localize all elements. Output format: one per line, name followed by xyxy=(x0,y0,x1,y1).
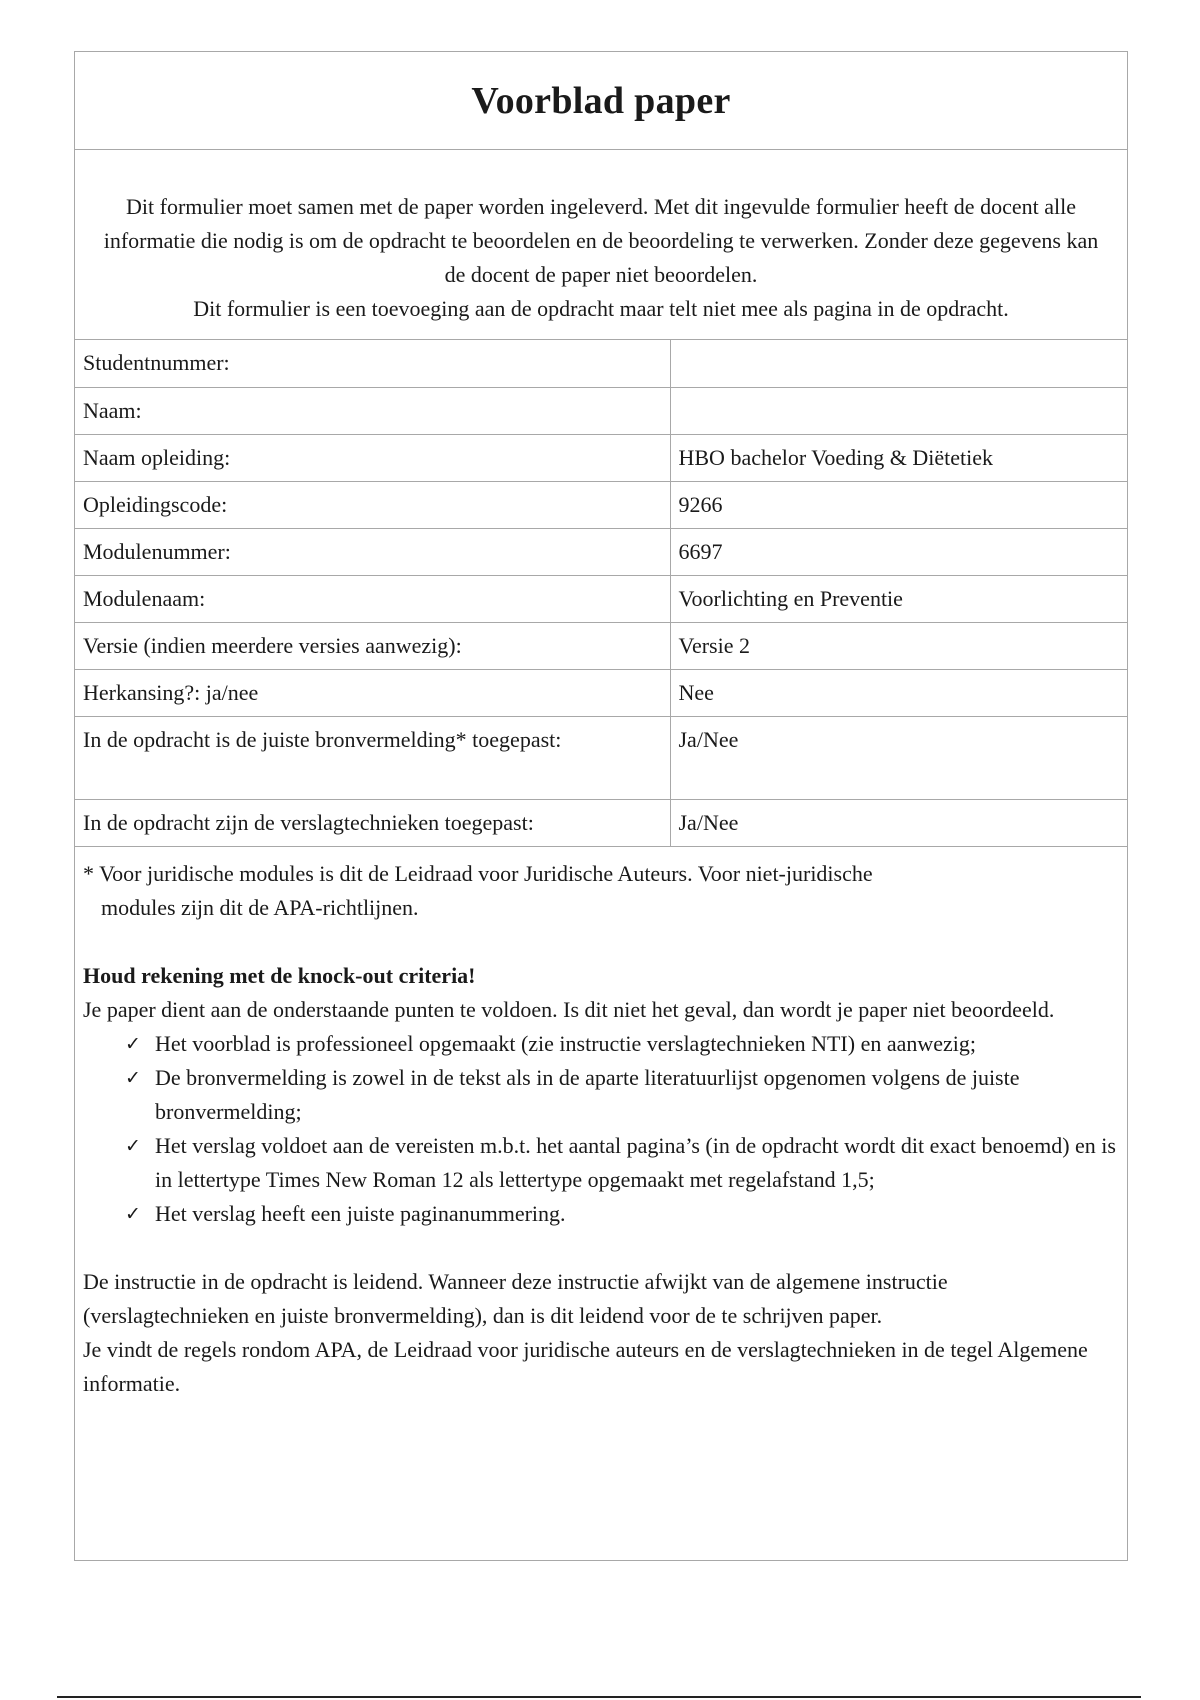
program-name-value: HBO bachelor Voeding & Diëtetiek xyxy=(678,444,993,470)
row-label-cell xyxy=(75,528,670,575)
table-row xyxy=(75,481,1127,528)
table-row xyxy=(75,575,1127,622)
list-item xyxy=(125,1027,1119,1061)
table-row xyxy=(75,434,1127,481)
row-label-cell xyxy=(75,481,670,528)
table-row xyxy=(75,387,1127,434)
notes-section xyxy=(75,847,1127,1401)
row-label: In de opdracht is de juiste bronvermelding* toegepast: xyxy=(83,726,562,752)
knockout-heading: Houd rekening met de knock-out criteria! xyxy=(83,962,476,988)
checkmark-icon: ✓ xyxy=(125,1202,141,1225)
knockout-criteria-list xyxy=(83,1027,1119,1231)
row-label: Modulenaam: xyxy=(83,585,206,611)
criterion-text: Het verslag heeft een juiste paginanummering. xyxy=(155,1200,566,1226)
row-value-cell xyxy=(670,481,1127,528)
criterion-text: Het voorblad is professioneel opgemaakt (zie instructie verslagtechnieken NTI) en aanwezig; xyxy=(155,1030,977,1056)
row-label-cell xyxy=(75,575,670,622)
closing-paragraph xyxy=(83,1265,1119,1401)
report-techniques-field[interactable]: Ja/Nee xyxy=(678,809,739,835)
footnote xyxy=(83,857,1119,925)
row-label: Modulenummer: xyxy=(83,538,231,564)
student-number-field[interactable] xyxy=(679,340,1120,350)
row-label-cell xyxy=(75,622,670,669)
closing-line-1: De instructie in de opdracht is leidend. Wanneer deze instructie afwijkt van de algemene instructie (verslagtechnieken en juiste bronvermelding), dan is dit leidend voor de te schrijven paper. xyxy=(83,1268,948,1328)
footnote-line-2: modules zijn dit de APA-richtlijnen. xyxy=(101,894,419,920)
row-value-cell[interactable] xyxy=(670,669,1127,716)
checkmark-icon: ✓ xyxy=(125,1066,141,1089)
row-value-cell[interactable] xyxy=(670,387,1127,434)
row-label: Studentnummer: xyxy=(83,350,230,375)
checkmark-icon: ✓ xyxy=(125,1032,141,1055)
row-label-cell xyxy=(75,434,670,481)
table-row xyxy=(75,622,1127,669)
name-field[interactable] xyxy=(679,388,1120,398)
program-code-value: 9266 xyxy=(678,491,723,517)
row-label: Opleidingscode: xyxy=(83,491,228,517)
module-number-value: 6697 xyxy=(678,538,723,564)
table-row xyxy=(75,340,1127,387)
row-label-cell xyxy=(75,799,670,846)
table-row xyxy=(75,528,1127,575)
row-label-cell xyxy=(75,387,670,434)
row-value-cell xyxy=(670,622,1127,669)
row-value-cell xyxy=(670,434,1127,481)
closing-line-2: Je vindt de regels rondom APA, de Leidraad voor juridische auteurs en de verslagtechnieken in de tegel Algemene informatie. xyxy=(83,1336,1088,1396)
row-label-cell xyxy=(75,340,670,387)
table-row xyxy=(75,669,1127,716)
student-info-table xyxy=(75,340,1127,847)
row-label: Versie (indien meerdere versies aanwezig): xyxy=(83,632,462,658)
row-label: Herkansing?: ja/nee xyxy=(83,679,259,705)
row-label: Naam: xyxy=(83,397,142,423)
module-name-value: Voorlichting en Preventie xyxy=(678,585,903,611)
version-value: Versie 2 xyxy=(678,632,750,658)
criterion-text: Het verslag voldoet aan de vereisten m.b.t. het aantal pagina’s (in de opdracht wordt dit exact benoemd) en is in lettertype Times New Roman 12 als lettertype opgemaakt met regelafstand 1,5; xyxy=(155,1132,1116,1192)
list-item xyxy=(125,1129,1119,1197)
criterion-text: De bronvermelding is zowel in de tekst als in de aparte literatuurlijst opgenomen volgens de juiste bronvermelding; xyxy=(155,1064,1020,1124)
row-label-cell xyxy=(75,716,670,799)
title-row xyxy=(75,52,1127,150)
page-divider xyxy=(57,1696,1141,1698)
row-value-cell xyxy=(670,528,1127,575)
row-label: Naam opleiding: xyxy=(83,444,231,470)
row-value-cell[interactable] xyxy=(670,799,1127,846)
table-row xyxy=(75,799,1127,846)
checkmark-icon: ✓ xyxy=(125,1134,141,1157)
citation-applied-field[interactable]: Ja/Nee xyxy=(678,726,739,752)
list-item xyxy=(125,1197,1119,1231)
row-value-cell[interactable] xyxy=(670,340,1127,387)
page-title: Voorblad paper xyxy=(471,79,731,122)
intro-paragraph-2: Dit formulier is een toevoeging aan de opdracht maar telt niet mee als pagina in de opdracht. xyxy=(193,296,1009,321)
row-label: In de opdracht zijn de verslagtechnieken toegepast: xyxy=(83,809,534,835)
row-value-cell xyxy=(670,575,1127,622)
intro-paragraph-1: Dit formulier moet samen met de paper worden ingeleverd. Met dit ingevulde formulier heeft de docent alle informatie die nodig is om de opdracht te beoordelen en de beoordeling te verwerken. Zonder deze gegevens kan de docent de paper niet beoordelen. xyxy=(103,194,1099,287)
cover-sheet-form xyxy=(74,51,1128,1561)
footnote-line-1: * Voor juridische modules is dit de Leidraad voor Juridische Auteurs. Voor niet-juridische xyxy=(83,860,873,886)
row-value-cell[interactable] xyxy=(670,716,1127,799)
resit-field[interactable]: Nee xyxy=(678,679,714,705)
knockout-intro: Je paper dient aan de onderstaande punten te voldoen. Is dit niet het geval, dan wordt je paper niet beoordeeld. xyxy=(83,996,1055,1022)
table-row xyxy=(75,716,1127,799)
list-item xyxy=(125,1061,1119,1129)
intro-section xyxy=(75,150,1127,340)
row-label-cell xyxy=(75,669,670,716)
